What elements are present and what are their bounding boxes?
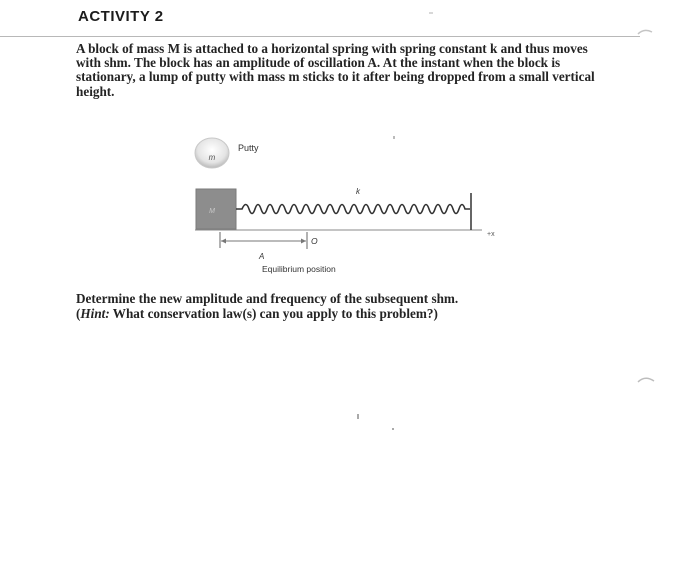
amplitude-arrowhead-right: [301, 239, 306, 244]
scan-speck: [429, 12, 433, 14]
spring-constant-label: k: [356, 187, 360, 196]
block-m: [196, 189, 236, 229]
question-text: Determine the new amplitude and frequency of the subsequent shm.: [76, 291, 459, 306]
origin-label: O: [311, 236, 318, 246]
scan-speck: [357, 414, 359, 419]
problem-statement: A block of mass M is attached to a horizontal spring with spring constant k and thus moves with shm. The block has an amplitude of oscillation A. At the instant when the block is stationary, a lump of putty with mass m sticks to it after being dropped from a small vertical height.: [76, 41, 595, 99]
scan-speck: [393, 136, 395, 139]
putty-label: Putty: [238, 143, 259, 153]
heading-divider: [0, 36, 640, 37]
block-mass-label: M: [209, 208, 215, 215]
spring-coil: [236, 205, 470, 214]
amplitude-arrowhead-left: [221, 239, 226, 244]
activity-heading: ACTIVITY 2: [78, 8, 164, 25]
hint-line: (Hint: What conservation law(s) can you apply to this problem?): [76, 305, 438, 321]
scan-mark-top: [636, 24, 660, 42]
putty-mass-label: m: [208, 153, 216, 162]
spring-diagram: [190, 133, 520, 283]
amplitude-label: A: [259, 252, 265, 261]
question-block: [76, 292, 596, 321]
scan-speck: [392, 428, 394, 430]
hint-text: What conservation law(s) can you apply to this problem?): [109, 305, 438, 321]
hint-label: Hint:: [80, 305, 110, 321]
equilibrium-caption: Equilibrium position: [262, 264, 336, 274]
axis-label: +x: [487, 231, 495, 238]
scan-mark-bottom: [636, 372, 660, 390]
putty-lump: [195, 138, 229, 168]
